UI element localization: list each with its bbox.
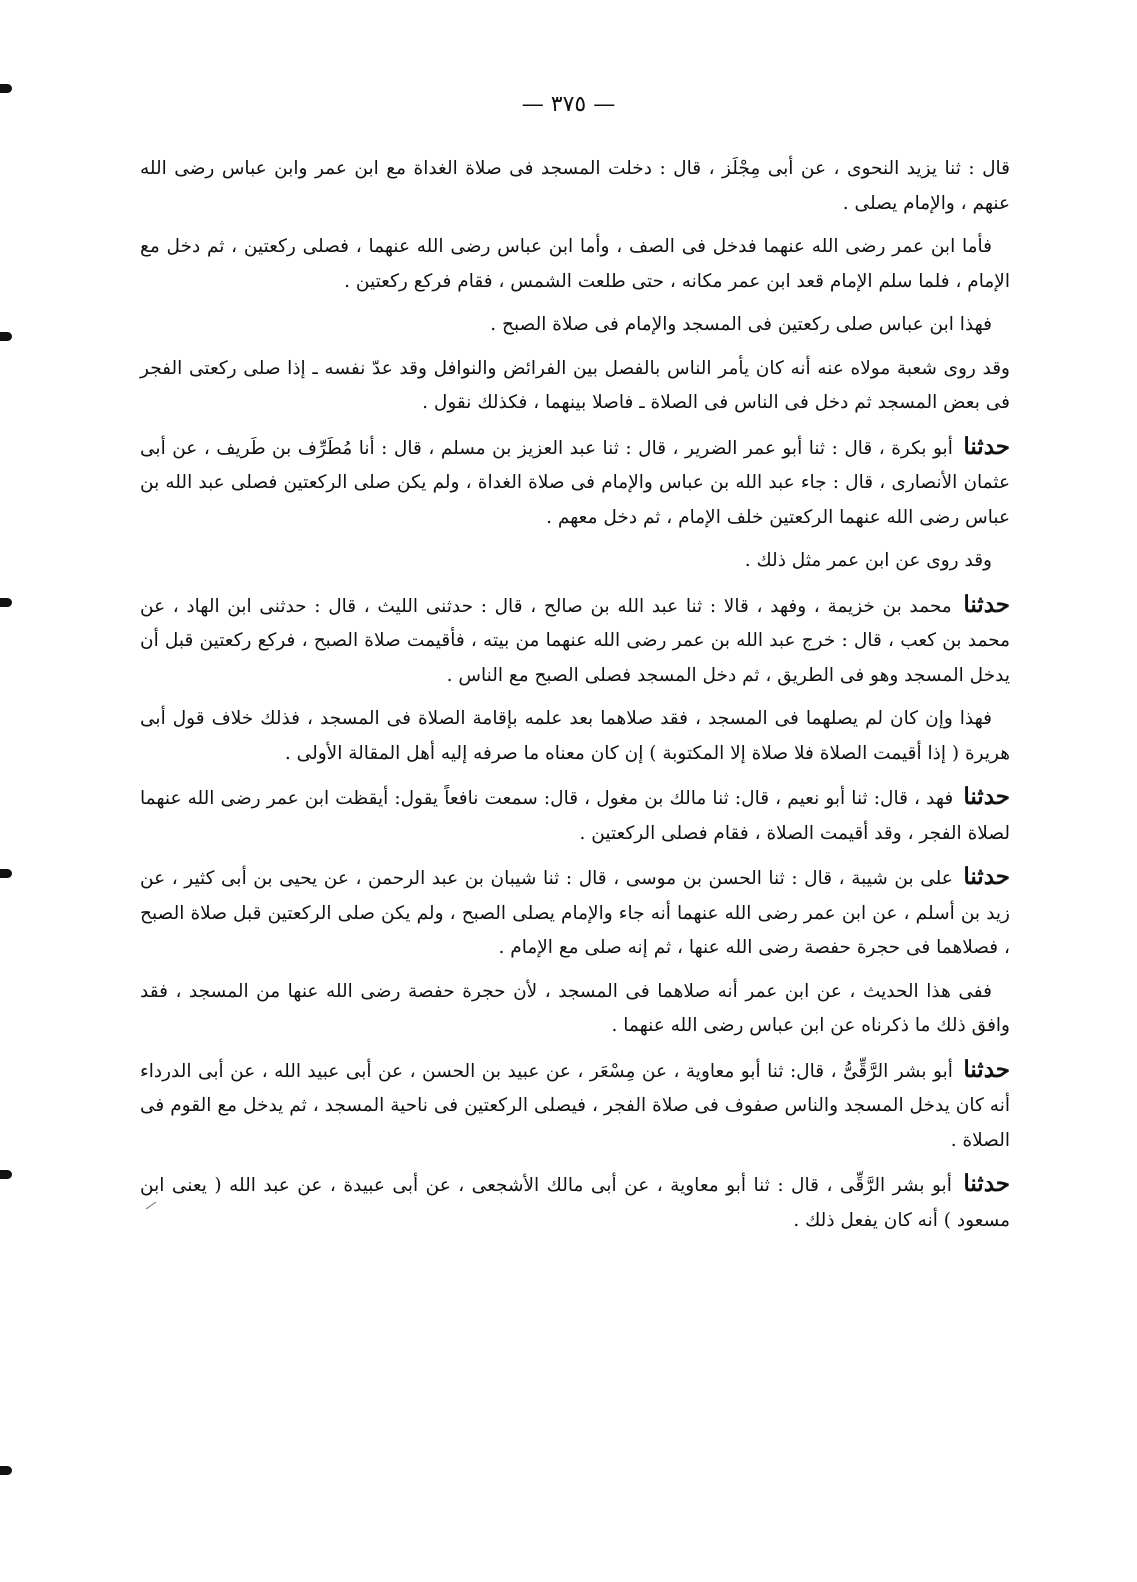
- binding-mark: [0, 332, 12, 341]
- page-number: — ٣٧٥ —: [521, 92, 616, 117]
- hadith-paragraph: [140, 588, 1010, 694]
- paragraph-text: قال : ثنا يزيد النحوى ، عن أبى مِجْلَز ، قال : دخلت المسجد فى صلاة الغداة مع ابن عمر وابن عباس رضى الله عنهم ، والإمام يصلى .: [140, 158, 1010, 214]
- paragraph-text: أبو بكرة ، قال : ثنا أبو عمر الضرير ، قال : ثنا عبد العزيز بن مسلم ، قال : أنا مُطَرِّف بن طَريف ، عن أبى عثمان الأنصارى ، قال : جاء عبد الله بن عباس والإمام فى صلاة الغداة ، ولم يكن صلى الركعتين فصلى عبد الله بن عباس رضى الله عنهما الركعتين خلف الإمام ، ثم دخل معهم .: [140, 437, 1010, 528]
- binding-mark: [0, 869, 12, 878]
- paragraph-text: فأما ابن عمر رضى الله عنهما فدخل فى الصف ، وأما ابن عباس رضى الله عنهما ، فصلى ركعتين ، ثم دخل مع الإمام ، فلما سلم الإمام قعد ابن عمر مكانه ، حتى طلعت الشمس ، فقام فركع ركعتين .: [140, 236, 1010, 292]
- paragraph-text: فهذا ابن عباس صلى ركعتين فى المسجد والإمام فى صلاة الصبح .: [490, 314, 992, 335]
- paragraph: [140, 544, 1010, 579]
- hadith-lead-word: حدثنا: [963, 1170, 1010, 1197]
- paragraph-text: وقد روى شعبة مولاه عنه أنه كان يأمر الناس بالفصل بين الفرائض والنوافل وقد عدّ نفسه ـ إذا صلى ركعتى الفجر فى بعض المسجد ثم دخل فى الناس فى الصلاة ـ فاصلا بينهما ، فكذلك نقول .: [140, 357, 1010, 413]
- paragraph-text: فهد ، قال: ثنا أبو نعيم ، قال: ثنا مالك بن مغول ، قال: سمعت نافعاً يقول: أيقظت ابن عمر رضى الله عنهما لصلاة الفجر ، وقد أقيمت الصلاة ، فقام فصلى الركعتين .: [140, 788, 1010, 844]
- paragraph-text: على بن شيبة ، قال : ثنا الحسن بن موسى ، قال : ثنا شيبان بن عبد الرحمن ، عن يحيى بن أبى كثير ، عن زيد بن أسلم ، عن ابن عمر رضى الله عنهما أنه جاء والإمام يصلى الصبح ، ولم يكن صلى الركعتين قبل صلاة الصبح ، فصلاهما فى حجرة حفصة رضى الله عنها ، ثم إنه صلى مع الإمام .: [140, 868, 1010, 958]
- paragraph: [140, 308, 1010, 343]
- binding-mark: [0, 1466, 12, 1475]
- hadith-lead-word: حدثنا: [963, 1055, 1010, 1083]
- hadith-lead-word: حدثنا: [963, 863, 1010, 890]
- hadith-paragraph: [140, 860, 1010, 966]
- text-body: [140, 152, 1010, 1247]
- paragraph-text: أبو بشر الرَّقِّىُّ ، قال: ثنا أبو معاوية ، عن مِسْعَر ، عن عبيد بن الحسن ، عن أبى عبيد الله ، عن أبى الدرداء أنه كان يدخل المسجد والناس صفوف فى صلاة الفجر ، فيصلى الركعتين فى ناحية المسجد ، ثم يدخل مع القوم فى الصلاة .: [140, 1060, 1010, 1151]
- hadith-paragraph: [140, 1053, 1010, 1159]
- hadith-paragraph: [140, 1167, 1010, 1238]
- paragraph-text: أبو بشر الرَّقِّى ، قال : ثنا أبو معاوية ، عن أبى مالك الأشجعى ، عن أبى عبيدة ، عن عبد الله ( يعنى ابن مسعود ) أنه كان يفعل ذلك .: [140, 1175, 1010, 1231]
- paragraph-text: محمد بن خزيمة ، وفهد ، قالا : ثنا عبد الله بن صالح ، قال : حدثنى الليث ، قال : حدثنى ابن الهاد ، عن محمد بن كعب ، قال : خرج عبد الله بن عمر رضى الله عنهما من بيته ، فأقيمت صلاة الصبح ، فركع ركعتين قبل أن يدخل المسجد وهو فى الطريق ، ثم دخل المسجد فصلى الصبح مع الناس .: [140, 595, 1010, 686]
- paragraph-text: وقد روى عن ابن عمر مثل ذلك .: [744, 550, 992, 571]
- paragraph: [140, 152, 1010, 221]
- paragraph-text: فهذا وإن كان لم يصلهما فى المسجد ، فقد صلاهما بعد علمه بإقامة الصلاة فى المسجد ، فذلك خلاف قول أبى هريرة ( إذا أقيمت الصلاة فلا صلاة إلا المكتوبة ) إن كان معناه ما صرفه إليه أهل المقالة الأولى .: [140, 708, 1010, 764]
- hadith-lead-word: حدثنا: [963, 590, 1010, 618]
- paragraph-text: ففى هذا الحديث ، عن ابن عمر أنه صلاهما فى المسجد ، لأن حجرة حفصة رضى الله عنها من المسجد ، فقد وافق ذلك ما ذكرناه عن ابن عباس رضى الله عنهما .: [140, 980, 1010, 1036]
- paragraph: [140, 352, 1010, 421]
- paragraph: [140, 230, 1010, 299]
- binding-mark: [0, 1170, 12, 1179]
- binding-mark: [0, 598, 12, 607]
- paragraph: [140, 702, 1010, 771]
- hadith-paragraph: [140, 430, 1010, 536]
- hadith-paragraph: [140, 780, 1010, 851]
- hadith-lead-word: حدثنا: [963, 432, 1010, 460]
- hadith-lead-word: حدثنا: [963, 783, 1010, 810]
- paragraph: [140, 975, 1010, 1044]
